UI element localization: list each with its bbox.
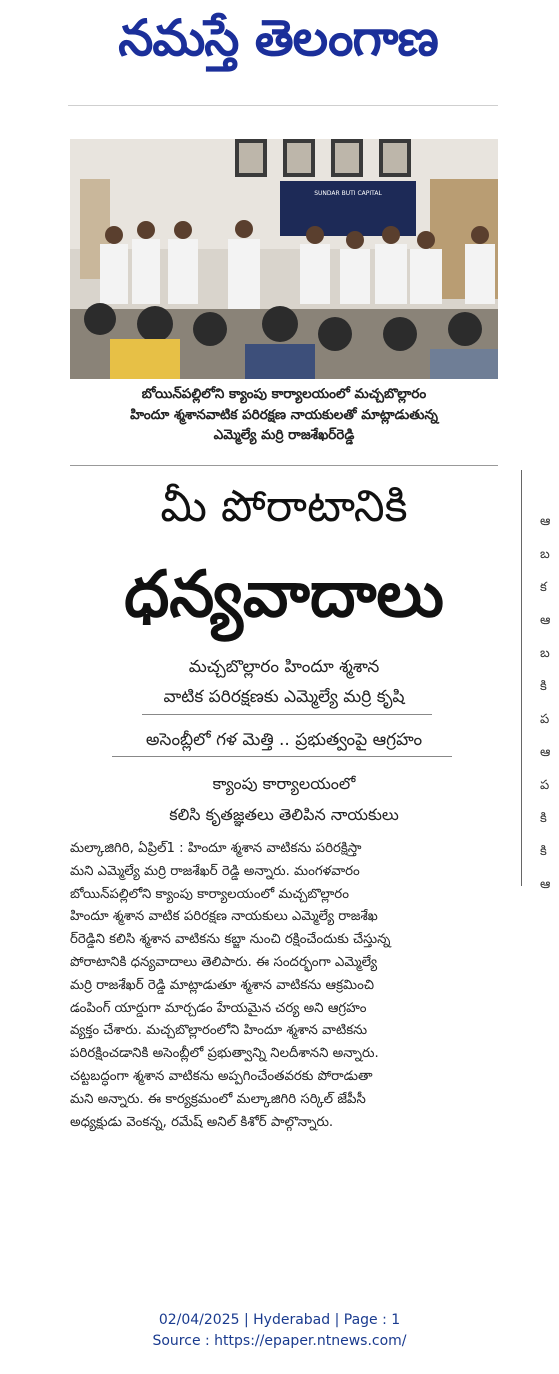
edge-glyph: కి <box>540 811 547 826</box>
edge-glyph: కి <box>540 844 547 859</box>
caption-line: హిందూ శ్మశానవాటిక పరిరక్షణ నాయకులతో మాట్లాడుతున్న <box>130 406 438 423</box>
article-line: మని ఎమ్మెల్యే మర్రి రాజశేఖర్ రెడ్డి అన్నారు. మంగళవారం <box>70 863 360 879</box>
article-line: పరిరక్షించడానికి అసెంబ్లీలో ప్రభుత్వాన్ని నిలదీశానని అన్నారు. <box>70 1046 379 1062</box>
article-line: చట్టబద్ధంగా శ్మశాన వాటికను అప్పగించేంతవరకు పోరాడుతా <box>70 1068 373 1084</box>
article-line: పోరాటానికి ధన్యవాదాలు తెలిపారు. ఈ సందర్భంగా ఎమ్మెల్యే <box>70 954 378 970</box>
article-line: వ్యక్తం చేశారు. మచ్చబొల్లారంలోని హిందూ శ్మశాన వాటికను <box>70 1023 368 1039</box>
footer-date-line: 02/04/2025 | Hyderabad | Page : 1 <box>158 1312 401 1328</box>
edge-glyph: బ <box>540 547 550 562</box>
subhead-underline <box>112 756 452 757</box>
edge-glyph: ఆ <box>540 745 551 760</box>
photo-banner-text: SUNDAR BUTI CAPITAL <box>314 190 382 197</box>
edge-glyph: బ <box>540 646 550 661</box>
edge-glyph: కి <box>540 679 547 694</box>
news-photo <box>70 139 498 379</box>
edge-glyph: ప <box>540 778 550 793</box>
subhead-line-2: వాటిక పరిరక్షణకు ఎమ్మెల్యే మర్రి కృషి <box>163 687 405 707</box>
article-line: బోయిన్‌పల్లిలోని క్యాంపు కార్యాలయంలో మచ్చబొల్లారం <box>70 886 349 902</box>
subhead-line-1: మచ్చబొల్లారం హిందూ శ్మశాన <box>188 657 380 677</box>
edge-glyph: ఆ <box>540 613 551 628</box>
caption-divider <box>70 465 498 466</box>
article-line: మల్కాజిగిరి, ఏప్రిల్1 : హిందూ శ్మశాన వాటికను పరిరక్షిస్తా <box>70 841 362 856</box>
article-line: మర్రి రాజశేఖర్ రెడ్డి మాట్లాడుతూ శ్మశాన వాటికను ఆక్రమించి <box>70 977 375 993</box>
edge-glyph: క <box>540 580 547 595</box>
article-line: మని అన్నారు. ఈ కార్యక్రమంలో మల్కాజిగిరి సర్కిల్ జేపీసీ <box>70 1091 366 1107</box>
edge-glyph: ఆ <box>540 514 551 529</box>
headline-line-1: మీ పోరాటానికి <box>160 481 408 532</box>
kicker-line-2: కలిసి కృతజ్ఞతలు తెలిపిన నాయకులు <box>169 805 399 824</box>
headline-line-2: ధన్యవాదాలు <box>124 558 444 632</box>
adjacent-column-cropped <box>540 505 559 901</box>
subhead-line-3: అసెంబ్లీలో గళ మెత్తి .. ప్రభుత్వంపై ఆగ్రహం <box>145 730 423 750</box>
article-line: హిందూ శ్మశాన వాటిక పరిరక్షణ నాయకులు ఎమ్మెల్యే రాజశేఖ <box>70 909 378 925</box>
masthead-divider <box>68 105 498 106</box>
article-line: అధ్యక్షుడు వెంకన్న, రమేష్ అనిల్ కిశోర్ పాల్గొన్నారు. <box>70 1114 334 1130</box>
column-divider <box>521 470 522 886</box>
article-line: డంపింగ్ యార్డుగా మార్చడం హేయమైన చర్య అని ఆగ్రహం <box>70 1000 367 1016</box>
caption-line: బోయిన్‌పల్లిలోని క్యాంపు కార్యాలయంలో మచ్చబొల్లారం <box>141 386 427 402</box>
photo-illustration <box>70 139 498 379</box>
masthead <box>0 0 559 100</box>
photo-caption <box>70 384 498 446</box>
page-footer <box>0 1310 559 1352</box>
footer-source-link[interactable]: Source : https://epaper.ntnews.com/ <box>152 1333 407 1349</box>
caption-line: ఎమ్మెల్యే మర్రి రాజశేఖర్‌రెడ్డి <box>213 427 355 443</box>
kicker-line-1: క్యాంపు కార్యాలయంలో <box>212 774 356 793</box>
edge-glyph: ఆ <box>540 877 551 892</box>
newspaper-logo: నమస్తే తెలంగాణ <box>118 9 438 67</box>
edge-glyph: ప <box>540 712 550 727</box>
subhead-underline <box>142 714 432 715</box>
article-body <box>70 838 498 1134</box>
article-line: ర్‌రెడ్డిని కలిసి శ్మశాన వాటికను కబ్జా నుంచి రక్షించేందుకు చేస్తున్న <box>70 932 391 948</box>
